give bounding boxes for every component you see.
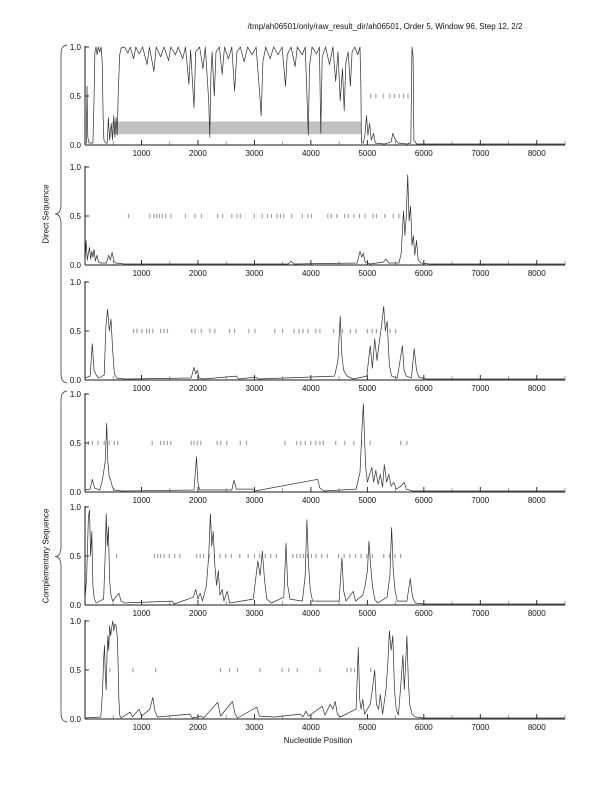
x-tick-label: 7000 [471, 723, 490, 732]
panel-direct-frame-1 [70, 43, 565, 158]
x-tick-label: 4000 [301, 609, 320, 618]
x-tick-label: 5000 [358, 269, 377, 278]
y-tick-label: 0.0 [69, 375, 81, 385]
panel-complementary-frame-1 [70, 390, 565, 505]
y-ticks [70, 43, 89, 150]
x-tick-label: 8000 [527, 496, 546, 505]
x-tick-label: 5000 [358, 723, 377, 732]
figure-title: /tmp/ah06501/only/raw_result_dir/ah06501, Order 5, Window 96, Step 12, 2/2 [247, 22, 523, 31]
x-tick-label: 6000 [414, 723, 433, 732]
y-tick-label: 1.0 [69, 162, 81, 172]
x-tick-label: 4000 [301, 723, 320, 732]
y-ticks [70, 617, 89, 724]
x-tick-label: 1000 [132, 496, 151, 505]
x-tick-label: 3000 [245, 149, 264, 158]
highlight-bar [112, 121, 361, 134]
x-tick-label: 6000 [414, 496, 433, 505]
y-tick-label: 0.5 [69, 326, 81, 336]
x-tick-label: 4000 [301, 149, 320, 158]
x-tick-label: 5000 [358, 149, 377, 158]
x-tick-label: 8000 [527, 609, 546, 618]
x-tick-label: 4000 [301, 269, 320, 278]
x-tick-label: 7000 [471, 149, 490, 158]
panel-direct-frame-3 [70, 278, 565, 393]
x-tick-label: 7000 [471, 269, 490, 278]
panel-complementary-frame-2 [70, 503, 565, 618]
y-tick-label: 0.5 [69, 438, 81, 448]
x-tick-label: 3000 [245, 609, 264, 618]
direct-sequence-label: Direct Sequence [41, 184, 51, 244]
y-tick-label: 0.0 [69, 260, 81, 270]
y-tick-label: 0.5 [69, 551, 81, 561]
x-tick-label: 7000 [471, 496, 490, 505]
x-tick-label: 1000 [132, 149, 151, 158]
signal-curve [85, 621, 565, 718]
y-tick-label: 1.0 [69, 42, 81, 52]
y-ticks [70, 390, 89, 497]
x-tick-label: 1000 [132, 723, 151, 732]
y-tick-label: 0.5 [69, 91, 81, 101]
x-tick-label: 5000 [358, 609, 377, 618]
y-tick-label: 1.0 [69, 502, 81, 512]
x-tick-label: 1000 [132, 269, 151, 278]
y-ticks [70, 278, 89, 385]
half-level-markers [110, 668, 371, 672]
x-tick-label: 4000 [301, 496, 320, 505]
x-tick-label: 8000 [527, 149, 546, 158]
panel-direct-frame-2 [70, 163, 565, 278]
signal-curve [85, 510, 565, 604]
x-tick-label: 6000 [414, 384, 433, 393]
x-tick-label: 6000 [414, 609, 433, 618]
signal-curve [85, 175, 565, 264]
y-tick-label: 0.0 [69, 487, 81, 497]
x-tick-label: 6000 [414, 149, 433, 158]
x-tick-label: 3000 [245, 384, 264, 393]
complementary-sequence-brace [55, 391, 67, 722]
x-axis-label: Nucleotide Position [283, 736, 353, 745]
x-tick-label: 5000 [358, 496, 377, 505]
y-tick-label: 0.0 [69, 140, 81, 150]
x-tick-label: 2000 [189, 609, 207, 618]
x-tick-label: 8000 [527, 269, 546, 278]
x-tick-label: 8000 [527, 723, 546, 732]
half-level-markers [128, 214, 398, 218]
y-ticks [70, 503, 89, 610]
signal-curve [85, 404, 565, 491]
direct-sequence-brace [55, 45, 67, 383]
x-tick-label: 2000 [189, 723, 207, 732]
half-level-markers [117, 554, 401, 558]
x-tick-label: 3000 [245, 269, 264, 278]
half-level-markers [371, 94, 408, 98]
x-tick-label: 7000 [471, 609, 490, 618]
x-tick-label: 6000 [414, 269, 433, 278]
x-tick-label: 2000 [189, 269, 207, 278]
x-tick-label: 3000 [245, 723, 264, 732]
signal-curve [85, 307, 565, 380]
x-tick-label: 1000 [132, 384, 151, 393]
x-tick-label: 3000 [245, 496, 264, 505]
y-tick-label: 1.0 [69, 389, 81, 399]
half-level-markers [88, 441, 406, 445]
y-tick-label: 1.0 [69, 616, 81, 626]
y-tick-label: 0.0 [69, 600, 81, 610]
x-tick-label: 7000 [471, 384, 490, 393]
y-tick-label: 1.0 [69, 277, 81, 287]
y-tick-label: 0.0 [69, 714, 81, 724]
complementary-sequence-label: Complementary Sequence [41, 508, 51, 604]
panel-complementary-frame-3 [70, 617, 565, 732]
x-minor-ticks [113, 141, 565, 145]
x-tick-label: 4000 [301, 384, 320, 393]
x-tick-label: 2000 [189, 496, 207, 505]
y-ticks [70, 163, 89, 270]
x-tick-label: 8000 [527, 384, 546, 393]
x-tick-label: 1000 [132, 609, 151, 618]
x-tick-label: 2000 [189, 384, 207, 393]
x-tick-label: 2000 [189, 149, 207, 158]
x-tick-label: 5000 [358, 384, 377, 393]
half-level-markers [134, 329, 396, 333]
y-tick-label: 0.5 [69, 211, 81, 221]
y-tick-label: 0.5 [69, 665, 81, 675]
